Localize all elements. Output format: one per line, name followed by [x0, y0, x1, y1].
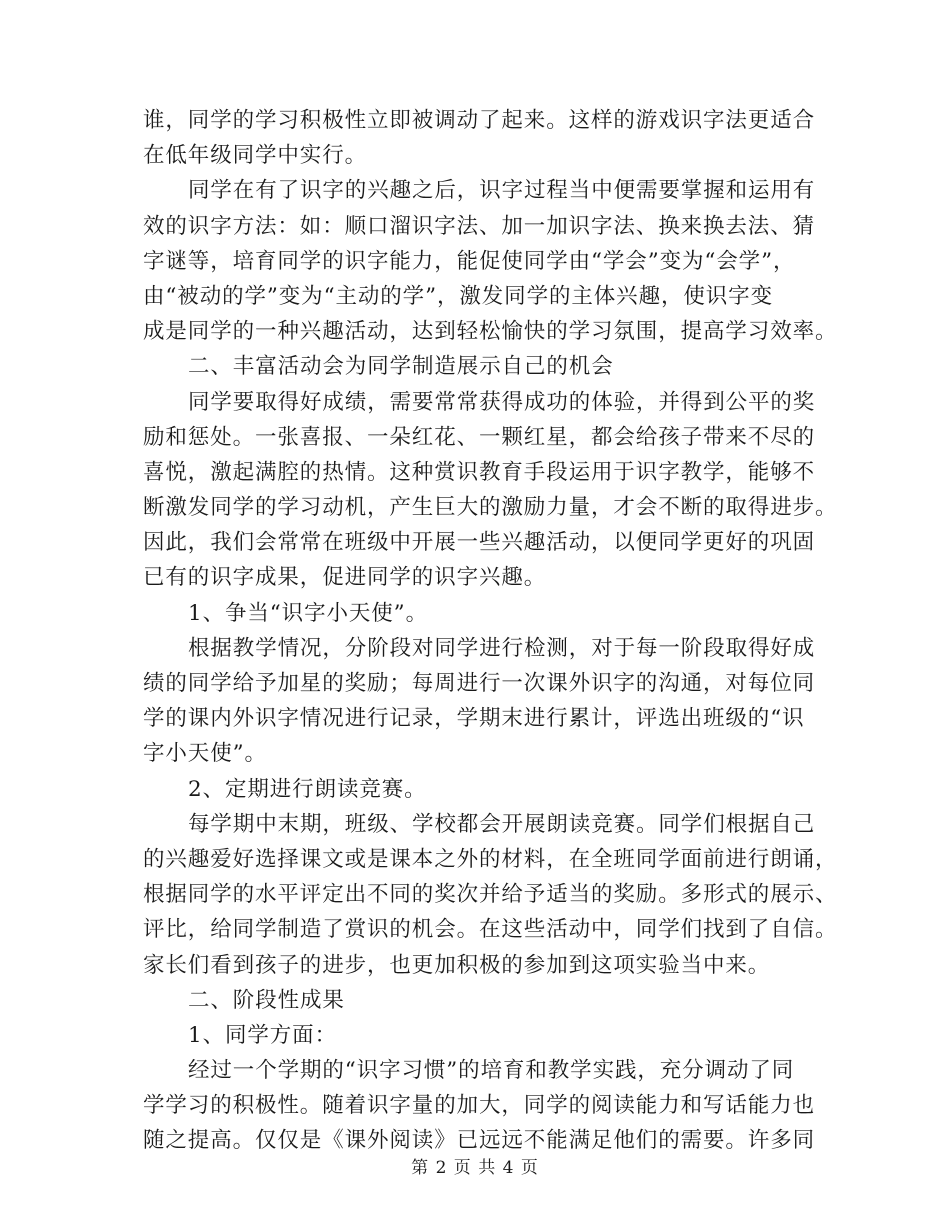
text-line: 1、同学方面： [188, 1022, 337, 1048]
text-line: 励和惩处。一张喜报、一朵红花、一颗红星，都会给孩子带来不尽的 [143, 424, 816, 450]
text-line: 根据同学的水平评定出不同的奖次并给予适当的奖励。多形式的展示、 [143, 882, 838, 908]
text-line: 喜悦，激起满腔的热情。这种赏识教育手段运用于识字教学，能够不 [143, 459, 816, 485]
text-line: 谁，同学的学习积极性立即被调动了起来。这样的游戏识字法更适合 [143, 108, 816, 133]
text-line: 评比，给同学制造了赏识的机会。在这些活动中，同学们找到了自信。 [143, 917, 838, 943]
text-line: 在低年级同学中实行。 [143, 143, 368, 169]
text-line: 二、阶段性成果 [188, 987, 345, 1013]
text-line: 已有的识字成果，促进同学的识字兴趣。 [143, 565, 547, 591]
text-line: 同学在有了识字的兴趣之后，识字过程当中便需要掌握和运用有 [188, 178, 816, 204]
text-line: 学的课内外识字情况进行记录，学期末进行累计，评选出班级的“识 [143, 706, 805, 732]
text-line: 根据教学情况，分阶段对同学进行检测，对于每一阶段取得好成 [188, 635, 816, 661]
text-line: 由“被动的学”变为“主动的学”，激发同学的主体兴趣，使识字变 [143, 283, 773, 309]
document-body [143, 103, 838, 1159]
text-line: 1、争当“识字小天使”。 [188, 600, 428, 626]
text-line: 效的识字方法：如：顺口溜识字法、加一加识字法、换来换去法、猜 [143, 213, 816, 239]
text-line: 断激发同学的学习动机，产生巨大的激励力量，才会不断的取得进步。 [143, 495, 838, 521]
text-line: 的兴趣爱好选择课文或是课本之外的材料，在全班同学面前进行朗诵， [143, 846, 838, 872]
text-line: 经过一个学期的“识字习惯”的培育和教学实践，充分调动了同 [188, 1058, 795, 1084]
text-line: 随之提高。仅仅是《课外阅读》已远远不能满足他们的需要。许多同 [143, 1128, 816, 1154]
page-footer: 第 2 页 共 4 页 [411, 1158, 539, 1178]
text-line: 每学期中末期，班级、学校都会开展朗读竞赛。同学们根据自己 [188, 811, 816, 837]
text-line: 绩的同学给予加星的奖励；每周进行一次课外识字的沟通，对每位同 [143, 671, 816, 696]
text-line: 成是同学的一种兴趣活动，达到轻松愉快的学习氛围，提高学习效率。 [143, 319, 838, 345]
text-line: 2、定期进行朗读竞赛。 [188, 776, 427, 802]
text-line: 因此，我们会常常在班级中开展一些兴趣活动，以便同学更好的巩固 [143, 530, 816, 556]
text-line: 学学习的积极性。随着识字量的加大，同学的阅读能力和写话能力也 [143, 1093, 816, 1119]
text-line: 家长们看到孩子的进步，也更加积极的参加到这项实验当中来。 [143, 952, 771, 978]
text-line: 字小天使”。 [143, 741, 267, 767]
text-line: 同学要取得好成绩，需要常常获得成功的体验，并得到公平的奖 [188, 389, 816, 415]
text-line: 字谜等，培育同学的识字能力，能促使同学由“学会”变为“会学”， [143, 248, 796, 274]
text-line: 二、丰富活动会为同学制造展示自己的机会 [188, 354, 614, 380]
